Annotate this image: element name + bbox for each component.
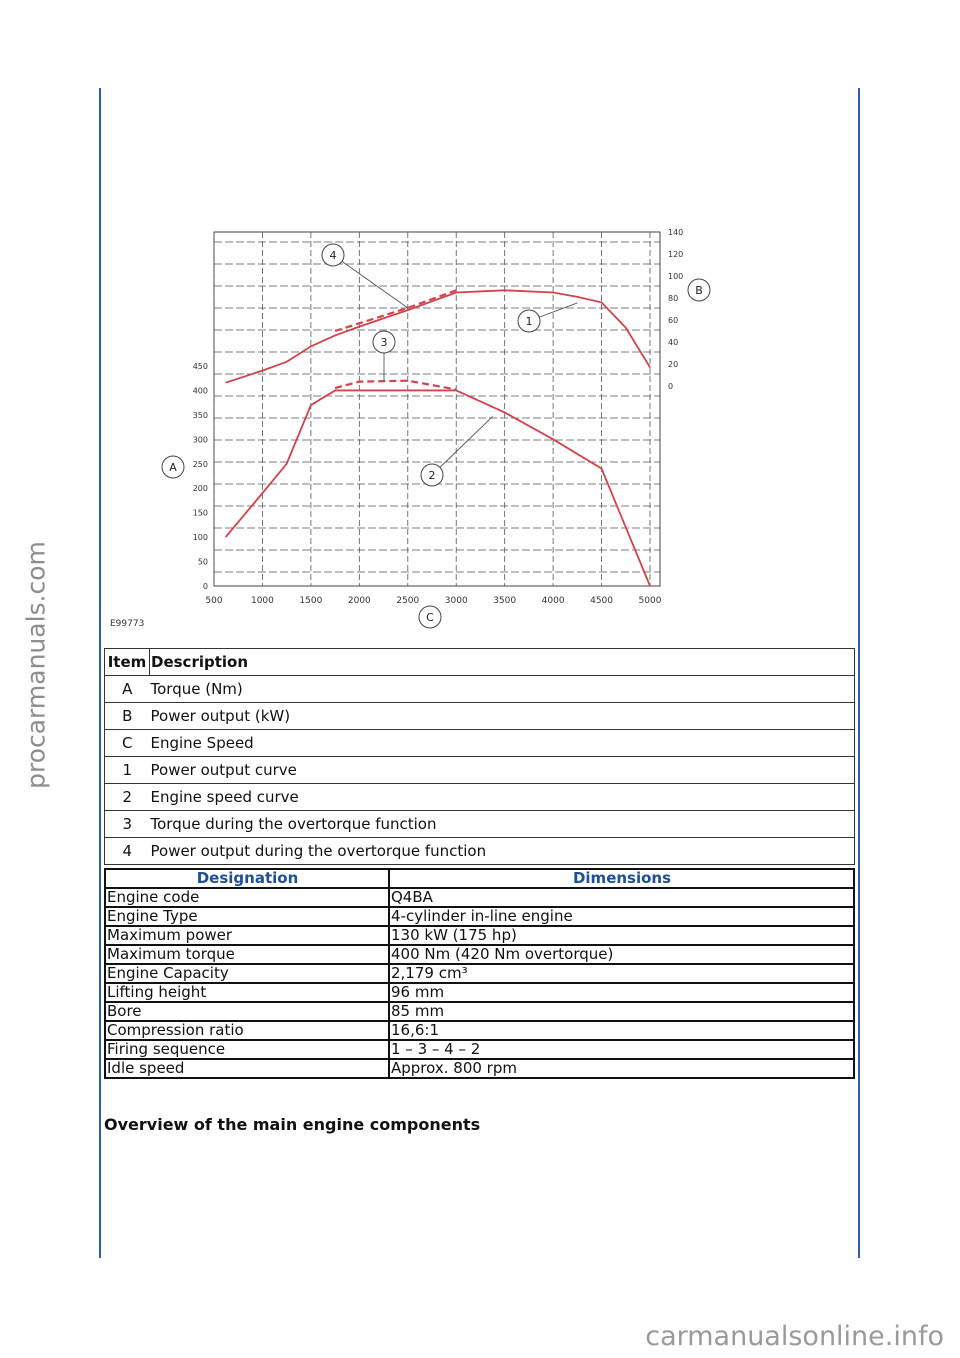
speed-tick-label: 500 [205, 596, 223, 606]
table-row [105, 1059, 854, 1078]
item-cell: C [105, 730, 150, 757]
figure-code: E99773 [110, 619, 145, 629]
designation-cell: Engine Type [105, 907, 389, 926]
callout-1-label: 1 [525, 315, 533, 328]
table-row [105, 945, 854, 964]
item-description-table [104, 648, 855, 865]
bottom-watermark: carmanualsonline.info [645, 1321, 944, 1352]
designation-cell: Maximum torque [105, 945, 389, 964]
table-row [105, 1002, 854, 1021]
right-margin-line [858, 88, 860, 1258]
item-cell: B [105, 703, 150, 730]
torque-tick-label: 150 [192, 508, 208, 518]
torque-tick-label: 100 [192, 533, 208, 543]
table-row [105, 730, 855, 757]
callout-2-leader [432, 416, 493, 475]
callout-a-label: A [169, 461, 177, 474]
power-axis-ticks [668, 228, 683, 391]
table-row [105, 964, 854, 983]
speed-tick-label: 1500 [299, 596, 323, 606]
power-tick-label: 20 [668, 360, 679, 369]
callout-b-label: B [695, 284, 703, 297]
designation-cell: Firing sequence [105, 1040, 389, 1059]
chart-grid [214, 232, 660, 586]
item-cell: A [105, 676, 150, 703]
chart-callouts [162, 244, 710, 628]
header-item: Item [105, 649, 150, 676]
speed-tick-label: 1000 [250, 596, 274, 606]
speed-tick-label: 4500 [590, 596, 614, 606]
designation-cell: Engine Capacity [105, 964, 389, 983]
callout-4-label: 4 [329, 249, 337, 262]
power-tick-label: 140 [668, 228, 684, 237]
callout-4-leader [333, 255, 408, 308]
spec-header-row [105, 869, 854, 888]
description-cell: Engine speed curve [150, 784, 855, 811]
header-designation: Designation [105, 869, 389, 888]
torque-tick-label: 250 [192, 459, 208, 469]
dimension-cell: 400 Nm (420 Nm overtorque) [389, 945, 854, 964]
table-row [105, 676, 855, 703]
engine-specification-table [104, 868, 855, 1079]
callout-c-label: C [426, 611, 434, 624]
speed-tick-label: 5000 [638, 596, 662, 606]
table-row [105, 888, 854, 907]
torque-tick-label: 300 [192, 435, 208, 445]
section-title: Overview of the main engine components [104, 1115, 481, 1134]
curve-1 [226, 290, 650, 382]
table-row [105, 784, 855, 811]
designation-cell: Bore [105, 1002, 389, 1021]
torque-tick-label: 50 [197, 557, 208, 567]
engine-speed-axis-ticks [205, 596, 661, 606]
torque-tick-label: 450 [192, 362, 208, 371]
torque-tick-label: 400 [192, 386, 208, 396]
speed-tick-label: 4000 [541, 596, 565, 606]
curve-4 [335, 290, 456, 331]
table-row [105, 926, 854, 945]
power-tick-label: 0 [668, 382, 674, 391]
item-cell: 2 [105, 784, 150, 811]
item-cell: 1 [105, 757, 150, 784]
speed-tick-label: 2500 [396, 596, 420, 606]
plot-frame [214, 232, 660, 586]
table-row [105, 983, 854, 1002]
side-watermark: procarmanuals.com [21, 541, 51, 789]
dimension-cell: 16,6:1 [389, 1021, 854, 1040]
table-row [105, 703, 855, 730]
dimension-cell: Q4BA [389, 888, 854, 907]
header-description: Description [150, 649, 855, 676]
power-tick-label: 80 [668, 294, 679, 303]
curve-3 [335, 381, 456, 390]
description-cell: Torque (Nm) [150, 676, 855, 703]
power-tick-label: 100 [668, 272, 684, 281]
dimension-cell: Approx. 800 rpm [389, 1059, 854, 1078]
dimension-cell: 2,179 cm³ [389, 964, 854, 983]
speed-tick-label: 3000 [444, 596, 468, 606]
designation-cell: Engine code [105, 888, 389, 907]
description-cell: Power output (kW) [150, 703, 855, 730]
table-row [105, 838, 855, 865]
description-cell: Engine Speed [150, 730, 855, 757]
dimension-cell: 130 kW (175 hp) [389, 926, 854, 945]
table-row [105, 1040, 854, 1059]
item-cell: 3 [105, 811, 150, 838]
dimension-cell: 85 mm [389, 1002, 854, 1021]
engine-performance-chart [104, 220, 724, 630]
power-tick-label: 40 [668, 338, 679, 347]
description-cell: Power output during the overtorque function [150, 838, 855, 865]
callout-3-label: 3 [380, 336, 388, 349]
dimension-cell: 96 mm [389, 983, 854, 1002]
description-cell: Power output curve [150, 757, 855, 784]
torque-tick-label: 200 [192, 484, 208, 494]
items-header-row [105, 649, 855, 676]
table-row [105, 907, 854, 926]
table-row [105, 757, 855, 784]
designation-cell: Maximum power [105, 926, 389, 945]
header-dimensions: Dimensions [389, 869, 854, 888]
designation-cell: Lifting height [105, 983, 389, 1002]
designation-cell: Idle speed [105, 1059, 389, 1078]
dimension-cell: 1 – 3 – 4 – 2 [389, 1040, 854, 1059]
table-row [105, 811, 855, 838]
item-cell: 4 [105, 838, 150, 865]
chart-curves [226, 290, 650, 586]
callout-2-label: 2 [428, 469, 436, 482]
curve-2 [226, 390, 650, 586]
power-tick-label: 60 [668, 316, 679, 325]
power-tick-label: 120 [668, 250, 684, 259]
dimension-cell: 4-cylinder in-line engine [389, 907, 854, 926]
designation-cell: Compression ratio [105, 1021, 389, 1040]
torque-axis-ticks [193, 362, 208, 591]
table-row [105, 1021, 854, 1040]
torque-tick-label: 0 [202, 582, 208, 591]
speed-tick-label: 2000 [347, 596, 371, 606]
left-margin-line [99, 88, 101, 1258]
torque-tick-label: 350 [192, 410, 208, 420]
description-cell: Torque during the overtorque function [150, 811, 855, 838]
speed-tick-label: 3500 [493, 596, 517, 606]
